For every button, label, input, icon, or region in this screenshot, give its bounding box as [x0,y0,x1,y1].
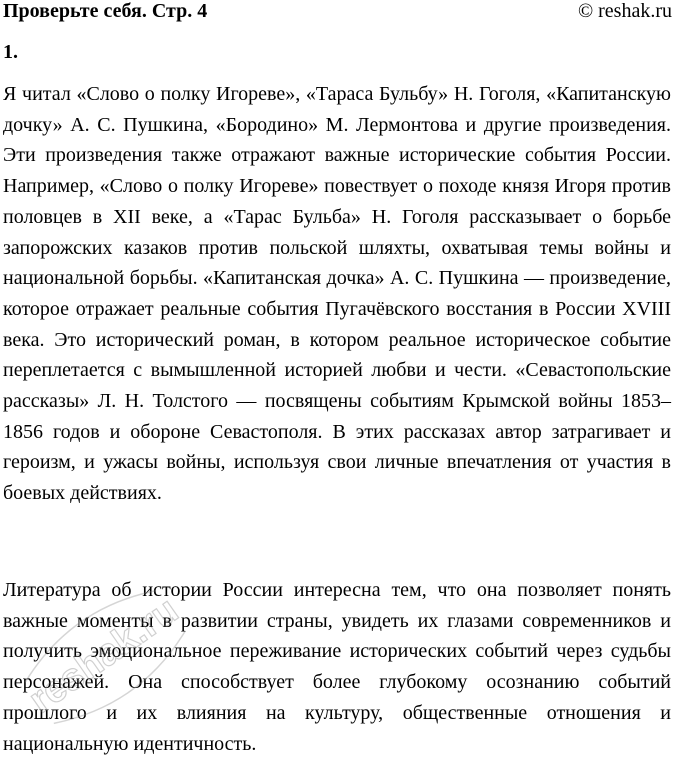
answer-paragraph-1: Я читал «Слово о полку Игореве», «Тараса Бульбу» Н. Гоголя, «Капитанскую дочку» А. С. Пушкина, «Бородино» М. Лермонтова и другие произведения. Эти произведения также отражают важные исторические события России. Например, «Слово о полку Игореве» повествует о походе князя Игоря против половцев в XII веке, а «Тарас Бульба» Н. Гоголя рассказывает о борьбе запорожских казаков против польской шляхты, охватывая темы войны и национальной борьбы. «Капитанская дочка» А. С. Пушкина — произведение, которое отражает реальные события Пугачёвского восстания в России XVIII века. Это исторический роман, в котором реальное историческое событие переплетается с вымышленной историей любви и чести. «Севастопольские рассказы» Л. Н. Толстого — посвящены событиям Крымской войны 1853–1856 годов и обороне Севастополя. В этих рассказах автор затрагивает и героизм, и ужасы войны, используя свои личные впечатления от участия в боевых действиях. [3,83,671,505]
task-number: 1. [3,41,18,63]
page-header [0,0,675,24]
answer-paragraph-2: Литература об истории России интересна тем, что она позволяет понять важные моменты в развитии страны, увидеть их глазами современников и получить эмоциональное переживание исторических событий через судьбы персонажей. Она способствует более глубокому осознанию событий прошлого и их влияния на культуру, общественные отношения и национальную идентичность. [3,579,671,755]
copyright-text: © reshak.ru [577,0,672,22]
page-title: Проверьте себя. Стр. 4 [3,0,208,22]
watermark-text: reshak.ru [21,589,186,722]
